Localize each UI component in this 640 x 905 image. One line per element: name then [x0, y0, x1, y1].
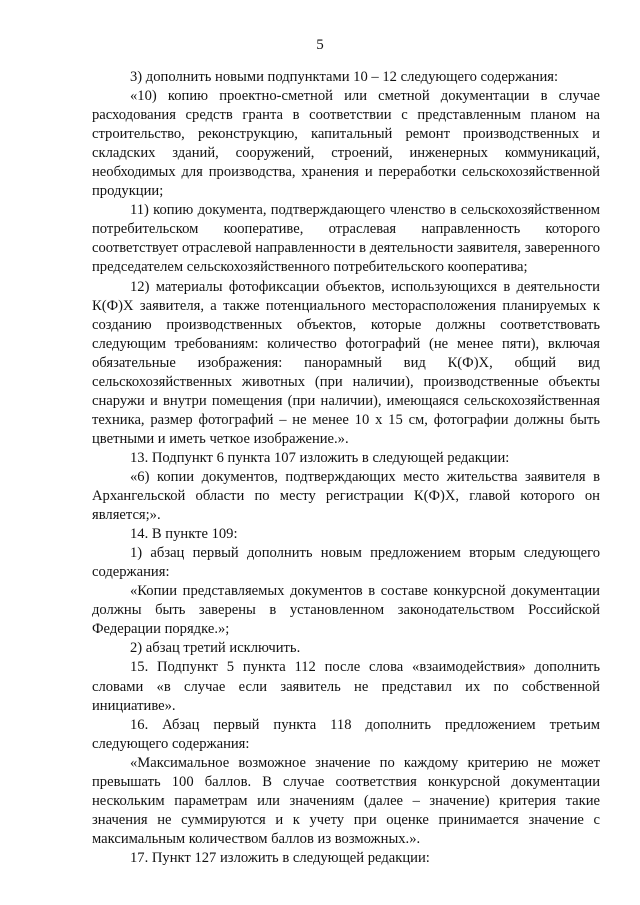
paragraph-item-13: 13. Подпункт 6 пункта 107 изложить в следующей редакции:: [130, 449, 510, 466]
document-body: [92, 68, 600, 868]
paragraph-item-14: 14. В пункте 109:: [130, 526, 238, 543]
paragraph-subitem-11: 11) копию документа, подтверждающего членство в сельскохозяйственном потребительском кооперативе, отраслевая направленность которого соответствует отраслевой направленности в деятельности заявителя, заверенного председателем сельскохозяйственного потребительского кооператива;: [92, 202, 600, 276]
paragraph-item-14-1: 1) абзац первый дополнить новым предложением вторым следующего содержания:: [92, 545, 600, 581]
paragraph-item-15: 15. Подпункт 5 пункта 112 после слова «взаимодействия» дополнить словами «в случае если заявитель не представил их по собственной инициативе».: [92, 659, 600, 714]
paragraph-quote-copies: «Копии представляемых документов в составе конкурсной документации должны быть заверены в установленном законодательством Российской Федерации порядке.»;: [92, 583, 600, 638]
paragraph-item-3: 3) дополнить новыми подпунктами 10 – 12 следующего содержания:: [130, 69, 559, 85]
paragraph-subitem-6: «6) копии документов, подтверждающих место жительства заявителя в Архангельской области по месту регистрации К(Ф)Х, главой которого он является;».: [92, 468, 600, 524]
page-number: 5: [316, 37, 324, 53]
paragraph-item-17: 17. Пункт 127 изложить в следующей редакции:: [130, 849, 430, 866]
paragraph-item-16: 16. Абзац первый пункта 118 дополнить предложением третьим следующего содержания:: [92, 716, 600, 752]
paragraph-quote-max-score: «Максимальное возможное значение по каждому критерию не может превышать 100 баллов. В случае соответствия конкурсной документации нескольким параметрам или значениям (далее – значение) критерия такие значения не суммируются и к учету при оценке принимается значение с максимальным количеством баллов из возможных.».: [92, 754, 600, 847]
paragraph-subitem-12: 12) материалы фотофиксации объектов, использующихся в деятельности К(Ф)Х заявителя, а также потенциального месторасположения планируемых к созданию производственных объектов, которые должны соответствовать следующим требованиям: количество фотографий (не менее пяти), включая обязательные изображения: панорамный вид К(Ф)Х, общий вид сельскохозяйственных животных (при наличии), производственные объекты снаружи и внутри помещения (при наличии), имеющаяся сельскохозяйственная техника, размер фотографий – не менее 10 х 15 см, фотографии должны быть цветными и иметь четкое изображение.».: [92, 278, 600, 447]
paragraph-item-14-2: 2) абзац третий исключить.: [130, 640, 301, 657]
paragraph-subitem-10: «10) копию проектно-сметной или сметной документации в случае расходования средств гранта в соответствии с представленным планом на строительство, реконструкцию, капитальный ремонт производственных и складских зданий, сооружений, строений, инженерных коммуникаций, необходимых для производства, хранения и переработки сельскохозяйственной продукции;: [92, 88, 600, 200]
